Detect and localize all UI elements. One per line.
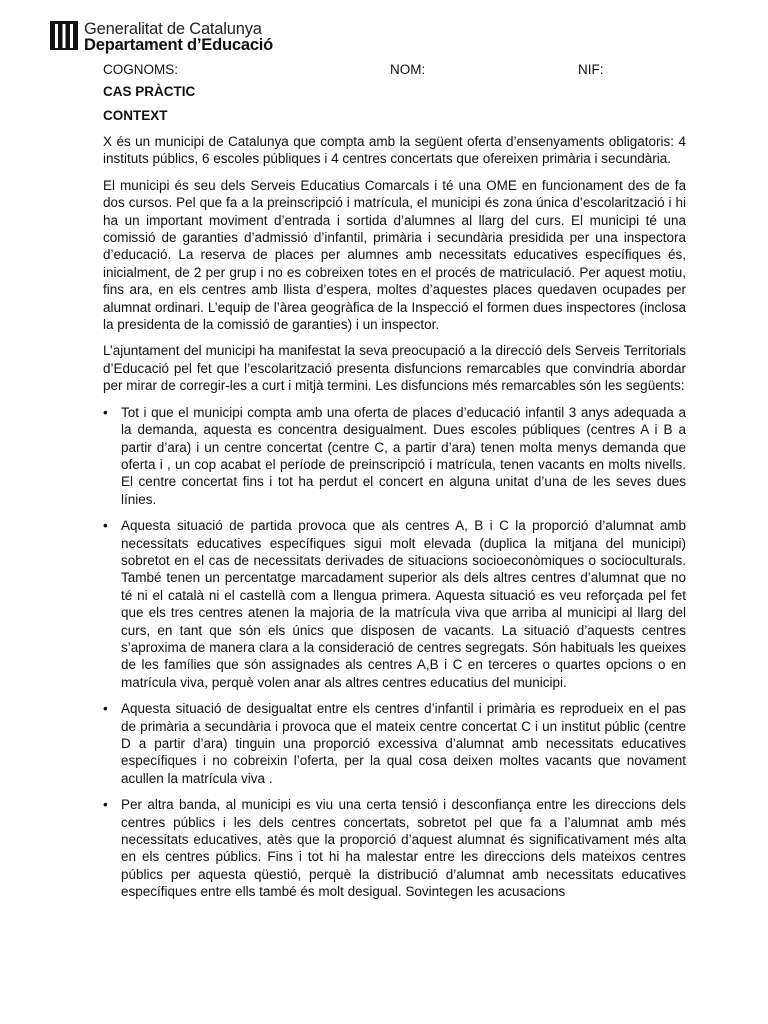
org-name: Generalitat de Catalunya <box>84 20 262 38</box>
list-item-text: Per altra banda, al municipi es viu una certa tensió i desconfiança entre les direccions dels centres públics i les dels centres concertats, sobretot pel que fa a l’alumnat amb més necessitats educatives, atès que la proporció d’aquest alumnat és significativament més alta en els centres públics. Fins i tot hi ha malestar entre les direccions dels mateixos centres públics per aquesta qüestió, perquè la distribució d’alumnat amb necessitats educatives específiques entre ells també és molt desigual. Sovintegen les acusacions <box>121 797 686 900</box>
list-item-text: Tot i que el municipi compta amb una oferta de places d’educació infantil 3 anys adequada a la demanda, aquesta es concentra desigualment. Dues escoles públiques (centres A i B a partir d’ara) i un centre concertat (centre C, a partir d’ara) tenen molta menys demanda que oferta i , un cop acabat el període de preinscripció i matrícula, tenen vacants en molts nivells. El centre concertat fins i tot ha perdut el concert en alguna unitat d’una de les seves dues línies. <box>121 404 686 507</box>
letterhead-text <box>84 21 273 53</box>
bullet-icon: • <box>103 518 108 534</box>
list-item-text: Aquesta situació de desigualtat entre els centres d’infantil i primària es reprodueix en el pas de primària a secundària i provoca que el mateix centre concertat C i un institut públic (centre D a partir d’ara) tinguin una proporció excessiva d’alumnat amb necessitats educatives específiques i no cobreixin l’oferta, per la qual cosa deixen moltes vacants que novament acullen la matrícula viva . <box>121 701 686 786</box>
list-item-text: Aquesta situació de partida provoca que als centres A, B i C la proporció d’alumnat amb necessitats educatives específiques sigui molt elevada (duplica la mitjana del municipi) sobretot en el cas de necessitats derivades de situacions socioeconòmiques o socioculturals. També tenen un percentatge marcadament superior als dels altres centres d’alumnat que no té ni el català ni el castellà com a llengua primera. Aquesta situació es veu reforçada pel fet que els tres centres atenen la majoria de la matrícula viva que arriba al municipi al llarg del curs, en tant que són els únics que disposen de vacants. La situació d’aquests centres s’aproxima de manera clara a la consideració de centres segregats. Són habituals les queixes de les famílies que són assignades als centres A,B i C en terceres o quartes opcions o en matrícula viva, perquè volen anar als altres centres educatius del municipi. <box>121 518 686 690</box>
list-item <box>103 700 686 787</box>
list-item <box>103 796 686 900</box>
list-item <box>103 404 686 508</box>
department-name: Departament d’Educació <box>84 36 274 54</box>
nif-label: NIF: <box>578 62 604 77</box>
identification-fields <box>103 62 683 80</box>
disfunctions-list <box>103 404 686 901</box>
bullet-icon: • <box>103 701 108 717</box>
paragraph: X és un municipi de Catalunya que compta amb la següent oferta d’ensenyaments obligatoris: 4 instituts públics, 6 escoles públiques i 4 centres concertats que ofereixen primària i secundària. <box>103 134 686 167</box>
letterhead <box>50 20 273 54</box>
list-item <box>103 517 686 691</box>
paragraph: El municipi és seu dels Serveis Educatius Comarcals i té una OME en funcionament des de fa dos cursos. Pel que fa a la preinscripció i matrícula, el municipi és zona única d’escolarització i hi ha un important moviment d’entrada i sortida d’alumnes al llarg del curs. El municipi té una comissió de garanties d’admissió d’infantil, primària i secundària presidida per una inspectora d’educació. La reserva de places per alumnes amb necessitats educatives específiques és, inicialment, de 2 per grup i no es cobreixen totes en el procés de matriculació. Per aquest motiu, fins ara, en els centres amb llista d’espera, moltes d’aquestes places quedaven ocupades per alumnat ordinari. L’equip de l’àrea geogràfica de la Inspecció el formen dues inspectores (inclosa la presidenta de la comissió de garanties) i un inspector. <box>103 177 686 333</box>
bullet-icon: • <box>103 404 108 420</box>
generalitat-logo-icon <box>50 21 78 53</box>
paragraph: L’ajuntament del municipi ha manifestat la seva preocupació a la direcció dels Serveis Territorials d’Educació pel fet que l’escolarització presenta disfuncions remarcables que convindria abordar per mirar de corregir-les a curt i mitjà termini. Les disfuncions més remarcables són les següents: <box>103 343 686 394</box>
cognoms-label: COGNOMS: <box>103 62 179 77</box>
section-heading-context: CONTEXT <box>103 108 168 123</box>
document-body <box>103 133 686 910</box>
bullet-icon: • <box>103 797 108 813</box>
title-cas-practic: CAS PRÀCTIC <box>103 84 196 99</box>
nom-label: NOM: <box>390 62 426 77</box>
